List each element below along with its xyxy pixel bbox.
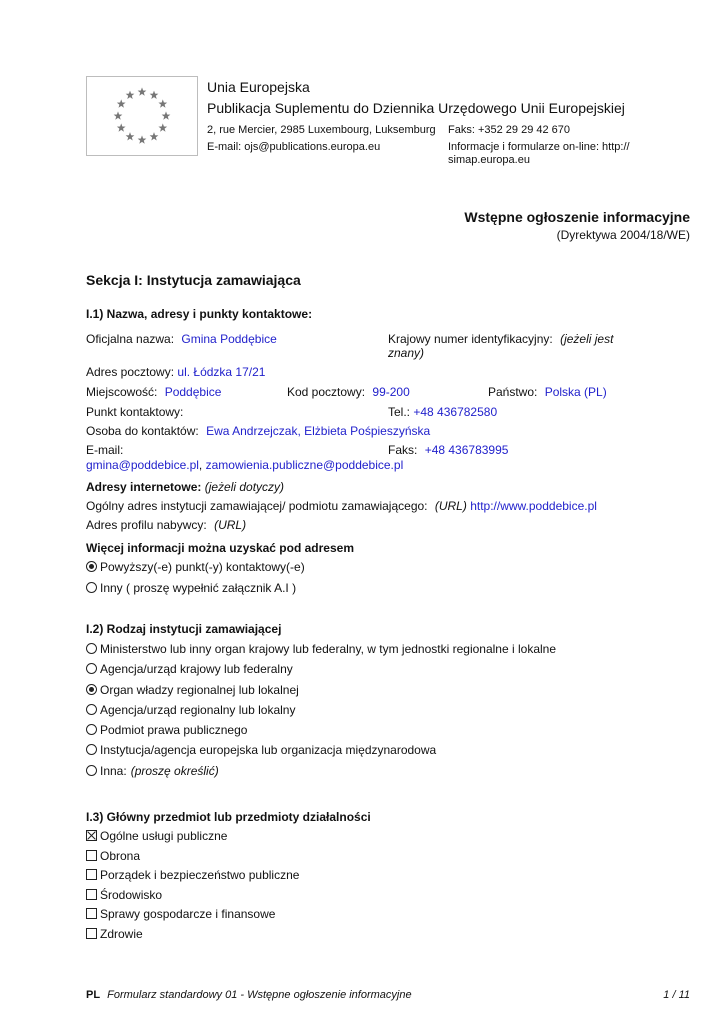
- buyer-profile-note: (URL): [214, 518, 247, 532]
- star-icon: [158, 99, 167, 107]
- more-info-option-2[interactable]: [86, 581, 296, 595]
- fax-value: +48 436783995: [424, 443, 509, 457]
- header-email: E-mail: ojs@publications.europa.eu: [207, 141, 381, 153]
- radio-selected-icon[interactable]: [86, 561, 97, 572]
- star-icon: [126, 132, 135, 140]
- star-icon: [138, 135, 147, 143]
- email-link-2[interactable]: zamowienia.publiczne@poddebice.pl: [205, 458, 404, 472]
- tel-row: [388, 405, 497, 419]
- postal-label: Adres pocztowy:: [86, 365, 175, 379]
- checkbox-empty-icon[interactable]: [86, 928, 97, 939]
- official-name-value: Gmina Poddębice: [181, 332, 277, 346]
- eu-stars-icon: [87, 77, 197, 155]
- tel-value: +48 436782580: [413, 405, 498, 419]
- email-values: [86, 458, 403, 472]
- national-id: [388, 332, 638, 360]
- town-value: Poddębice: [164, 385, 222, 399]
- contact-point-label: Punkt kontaktowy:: [86, 405, 184, 419]
- activity-option[interactable]: [86, 829, 299, 849]
- star-icon: [158, 123, 167, 131]
- activity-label: Ogólne usługi publiczne: [100, 829, 228, 843]
- star-icon: [126, 91, 135, 99]
- tel-label: Tel.:: [388, 405, 411, 419]
- activity-label: Sprawy gospodarcze i finansowe: [100, 907, 276, 922]
- activity-option[interactable]: [86, 927, 299, 947]
- radio-empty-icon[interactable]: [86, 582, 97, 593]
- postal-row: [86, 365, 265, 379]
- country-row: [488, 385, 607, 399]
- authority-type-list: [86, 642, 556, 784]
- official-name-row: [86, 332, 277, 346]
- header-publication: Publikacja Suplementu do Dziennika Urzędowego Unii Europejskiej: [207, 100, 625, 116]
- authority-type-label: Instytucja/agencja europejska lub organizacja międzynarodowa: [100, 743, 437, 758]
- eu-flag-logo: [86, 76, 198, 156]
- activity-list: [86, 829, 299, 947]
- checkbox-empty-icon[interactable]: [86, 908, 97, 919]
- section-heading: Sekcja I: Instytucja zamawiająca: [86, 272, 301, 288]
- star-icon: [150, 132, 159, 140]
- postal-value: ul. Łódzka 17/21: [177, 365, 266, 379]
- checkbox-empty-icon[interactable]: [86, 850, 97, 861]
- internet-label: Adresy internetowe:: [86, 480, 202, 494]
- more-info-option-2-label: Inny ( proszę wypełnić załącznik A.I ): [100, 581, 297, 595]
- header-info-line1: Informacje i formularze on-line: http://: [448, 141, 630, 153]
- national-id-note-2: znany): [388, 346, 425, 360]
- email-label: E-mail:: [86, 443, 124, 457]
- header-org: Unia Europejska: [207, 79, 310, 95]
- radio-empty-icon[interactable]: [86, 663, 97, 674]
- postcode-value: 99-200: [372, 385, 410, 399]
- radio-empty-icon[interactable]: [86, 704, 97, 715]
- general-address-url-note: (URL): [434, 499, 467, 513]
- general-address-link[interactable]: http://www.poddebice.pl: [470, 499, 597, 513]
- i1-heading: I.1) Nazwa, adresy i punkty kontaktowe:: [86, 307, 313, 321]
- contact-person-value: Ewa Andrzejczak, Elżbieta Pośpieszyńska: [206, 424, 431, 438]
- checkbox-empty-icon[interactable]: [86, 869, 97, 880]
- contact-person-label: Osoba do kontaktów:: [86, 424, 199, 438]
- fax-row: [388, 443, 508, 457]
- authority-type-label: Organ władzy regionalnej lub lokalnej: [100, 682, 299, 697]
- authority-type-option[interactable]: [86, 683, 556, 703]
- activity-option[interactable]: [86, 907, 299, 927]
- footer-lang: PL: [86, 989, 101, 1001]
- more-info-heading: Więcej informacji można uzyskać pod adresem: [86, 541, 354, 555]
- i2-heading: I.2) Rodzaj instytucji zamawiającej: [86, 622, 282, 636]
- country-value: Polska (PL): [544, 385, 607, 399]
- national-id-label: Krajowy numer identyfikacyjny:: [388, 332, 553, 346]
- authority-type-option[interactable]: [86, 723, 556, 743]
- checkbox-checked-icon[interactable]: [86, 830, 97, 841]
- radio-empty-icon[interactable]: [86, 765, 97, 776]
- internet-row: [86, 480, 284, 494]
- postcode-row: [287, 385, 410, 399]
- radio-empty-icon[interactable]: [86, 724, 97, 735]
- authority-type-option[interactable]: [86, 703, 556, 723]
- activity-option[interactable]: [86, 868, 299, 888]
- email-link-1[interactable]: gmina@poddebice.pl: [86, 458, 199, 472]
- authority-type-option[interactable]: [86, 743, 556, 763]
- town-label: Miejscowość:: [86, 385, 158, 399]
- radio-selected-icon[interactable]: [86, 684, 97, 695]
- star-icon: [162, 111, 171, 119]
- authority-type-option[interactable]: [86, 662, 556, 682]
- header-info: [448, 141, 630, 167]
- i3-heading: I.3) Główny przedmiot lub przedmioty działalności: [86, 810, 371, 824]
- star-icon: [117, 123, 126, 131]
- authority-type-option[interactable]: [86, 764, 556, 784]
- national-id-note: (jeżeli jest: [560, 332, 614, 346]
- header-address: 2, rue Mercier, 2985 Luxembourg, Luksemburg: [207, 124, 436, 136]
- star-icon: [138, 87, 147, 95]
- activity-option[interactable]: [86, 888, 299, 908]
- activity-label: Porządek i bezpieczeństwo publiczne: [100, 868, 300, 883]
- activity-label: Obrona: [100, 848, 141, 863]
- buyer-profile-row: [86, 518, 246, 532]
- country-label: Państwo:: [488, 385, 538, 399]
- authority-type-label: Inna:: [100, 763, 127, 778]
- footer-left: [86, 989, 412, 1001]
- authority-type-label: Ministerstwo lub inny organ krajowy lub federalny, w tym jednostki regionalne i lokalne: [100, 642, 556, 656]
- general-address-label: Ogólny adres instytucji zamawiającej/ podmiotu zamawiającego:: [86, 499, 428, 513]
- activity-option[interactable]: [86, 849, 299, 869]
- footer-form: Formularz standardowy 01 - Wstępne ogłoszenie informacyjne: [107, 989, 412, 1001]
- notice-directive: (Dyrektywa 2004/18/WE): [556, 228, 690, 242]
- general-address-row: [86, 499, 597, 513]
- postcode-label: Kod pocztowy:: [287, 385, 366, 399]
- notice-title: Wstępne ogłoszenie informacyjne: [464, 209, 690, 225]
- email-separator: ,: [198, 458, 206, 472]
- checkbox-empty-icon[interactable]: [86, 889, 97, 900]
- fax-label: Faks:: [388, 443, 418, 457]
- authority-type-label: Agencja/urząd regionalny lub lokalny: [100, 702, 296, 717]
- internet-note: (jeżeli dotyczy): [204, 480, 285, 494]
- radio-empty-icon[interactable]: [86, 643, 97, 654]
- star-icon: [114, 111, 123, 119]
- header-info-line2: simap.europa.eu: [448, 154, 530, 166]
- official-name-label: Oficjalna nazwa:: [86, 332, 175, 346]
- town-row: [86, 385, 221, 399]
- authority-type-option[interactable]: [86, 642, 556, 662]
- contact-person-row: [86, 424, 430, 438]
- header-fax: Faks: +352 29 29 42 670: [448, 124, 571, 136]
- more-info-option-1-label: Powyższy(-e) punkt(-y) kontaktowy(-e): [100, 560, 305, 574]
- star-icon: [150, 91, 159, 99]
- activity-label: Zdrowie: [100, 926, 143, 941]
- authority-type-label: Agencja/urząd krajowy lub federalny: [100, 662, 293, 677]
- authority-type-label: Podmiot prawa publicznego: [100, 723, 248, 738]
- activity-label: Środowisko: [100, 887, 163, 902]
- buyer-profile-label: Adres profilu nabywcy:: [86, 518, 207, 532]
- more-info-option-1[interactable]: [86, 560, 305, 574]
- footer-page: 1 / 11: [663, 989, 690, 1001]
- radio-empty-icon[interactable]: [86, 744, 97, 755]
- star-icon: [117, 99, 126, 107]
- authority-other-note: (proszę określić): [130, 763, 219, 778]
